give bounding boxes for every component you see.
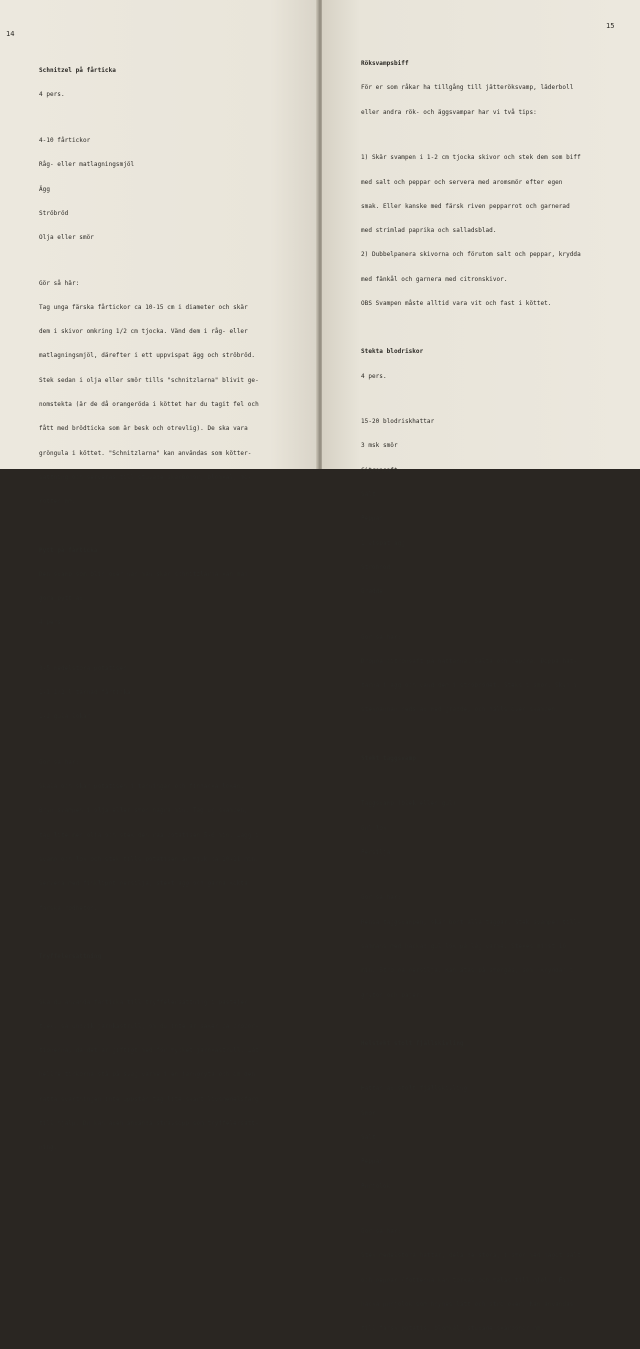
intro-line: Den svamp som blir över när man skär schnitzlarna kan man [39,570,248,578]
ingredient: Råg- eller matlagningsmjöl [39,161,135,169]
method-line: gröngula i köttet. "Schnitzlarna" kan användas som kötter- [39,449,252,457]
servings: 4 pers. [39,91,65,99]
ingredient: 1 vispat ägg [361,539,405,547]
ingredient: Salt [361,1134,376,1141]
method-line: färska rödbetor. [39,904,98,912]
ingredient: Taggsvamp (blek eller gul) [361,800,457,808]
method-line: tarna i ägg och vänd dem i ströbrödet. Steks i smör. Skyn i [361,682,578,690]
ingredient: Olja eller smör [39,234,94,242]
ingredient: Citronsaft [361,466,398,474]
tip-line: med strimlad paprika och salladsblad. [361,227,497,235]
right-page-text [361,44,581,1349]
method-line: tag lite mer olja och stek den råa potatisen 5-6 min. Lägg i [39,831,259,839]
ingredient: Grädde [361,588,383,596]
method-line: svamp och lök och stek tills potatisen är mjuk ca 10-11 min. [39,856,259,863]
note-line: OBS Svampen måste alltid vara vit och fast i köttet. [361,299,552,307]
method-line: Stek sedan i olja eller smör tills "schnitzlarna" blivit ge- [39,376,259,384]
left-page [0,0,318,1152]
method-line: rötter mm. [39,498,76,506]
ingredient: Hattar av stolt fjällskivling [361,1085,468,1093]
method-title: Gör så här: [39,758,80,766]
ingredient: Ägg [39,185,50,193]
ingredient: Peppar [361,515,383,523]
ingredient: Gul lök [361,824,387,832]
method-title: Gör så här: [39,279,80,287]
recipe-title-taggsvamp: Stekt taggsvamp [361,754,416,762]
ingredient: 1-2 gula lökar [39,713,91,721]
ingredient: 15-20 blodriskhattar [361,418,435,426]
paragraph-line: rätta svärtningen inte uppstår tag lite svart livsmedelsfärg [39,1095,259,1103]
tip-line: med salt och peppar och servera med aromsmör efter egen [361,178,563,186]
method-line: grytor och pajer. [361,991,424,999]
right-page [322,0,640,1333]
paragraph-line: hellre tickorna stå på svag värme i en järngryta och om den [39,1071,256,1079]
method-line: Rensa taggsvampen, skär bort alla taggar. Stek svampen till- [361,918,581,926]
servings: 4 pers. [361,372,387,380]
tip-line: med fänkål och garnera med citronskivor. [361,275,508,283]
recipe-title-schnitzel: Schnitzel på fårticka [39,67,116,75]
method-line: till färsk potatis, blomkål, stuvade skarbönor mm. [361,1325,545,1333]
method-line: Droppa citronsaft på hattarna. Salta och peppra. Doppa hat- [361,657,578,665]
ingredient: Ströbröd [39,209,69,217]
ingredient: Persilja [361,848,391,856]
method-line: stekpannan reds av med grädde, och hälls över svampen. [361,706,559,714]
section-title-tryffel: Tryffelersättning [39,953,102,961]
recipe-title-pytt: Pytt på fårticka [39,546,98,554]
intro-line: eller andra rök- och äggsvampar har vi två tips: [361,108,537,116]
method-title: Gör så här: [361,633,402,641]
recipe-title-rokbiff: Röksvampsbiff [361,60,409,68]
ingredient: Peppar [361,1158,383,1166]
intro-line: För er som råkar ha tillgång till jätteröksvamp, läderboll [361,84,574,92]
paragraph-line: Ska du använda fårticka till tryffelersättning i pastejer [39,998,248,1006]
method-line: fått med brödticka som är besk och otrevlig). De ska vara [39,425,248,433]
ingredient: Salt [361,490,376,498]
method-line: min. Strö på persilja. Kan ätas på smörgås, som "krydda" i [361,967,574,975]
method-line: Servera med finklippt persilja, stekt ägg och gärna kokta [39,880,248,888]
ingredient: 4-10 fårtickor [39,136,91,144]
method-line: Skala och skär potatisen i tärningar och finhacka löken. [39,783,245,791]
ingredient: 3 msk smör [361,442,398,450]
method-line: Bryn svampen i olja eller smör några min. Tag ur svampen, [39,807,248,815]
method-title: Gör så här: [361,1228,402,1236]
tip-line: smak. Eller kanske med färsk riven pepparrot och garnerad [361,202,570,210]
tip-line: 2) Dubbelpanera skivorna och förutom salt och peppar, krydda [361,251,581,259]
paragraph-line: t.ex. så undvik järnkastrull, om du inte är säker på propor- [39,1022,259,1030]
method-line: sättning och serveras till stuvade skarbönor, blomkål, mo- [39,473,252,481]
ingredient: Purjolök [361,1182,391,1190]
method-line: hacka purjolök som brynes lätt och strö över. Kan användas [361,1300,574,1308]
recipe-title-fjallskivling: Helstekt stolt fjällskivling [361,1039,464,1047]
method-line: dem i skivor omkring 1/2 cm tjocka. Vänd dem i råg- eller [39,328,248,336]
recipe-title-blodriska: Stekta blodriskor [361,348,424,356]
ingredient: Ströbröd [361,563,391,571]
tip-line: 1) Skär svampen i 1-2 cm tjocka skivor och stek dem som biff [361,154,581,162]
method-line: Tag unga färska fårtickor ca 10-15 cm i diameter och skär [39,303,248,311]
servings: 4 pers. [39,619,65,627]
paragraph-line: tionerna, då det är giftigt med för mycket järnkastrull. Låt [39,1047,259,1055]
paragraph-line: till hjälp. Du kan även använda strävsopp som tryffelersätt- [39,1119,259,1127]
paragraph-line: ning. [39,1144,58,1152]
left-page-text [39,51,259,1168]
ingredient: 1-1 1/2 l tärnad fårticka [39,689,131,697]
method-line: sammans med hackad gul lök på låg värme. Stekes minst 10 [361,942,567,950]
page-number-left: 14 [6,30,15,38]
method-line: matlagningsmjöl, därefter i ett uppvispat ägg och ströbröd. [39,352,256,360]
intro-line: göra pytt av [39,595,83,603]
ingredient: Smör [361,1109,376,1117]
method-line: Stek medelstora hattar, dela de stora, i smör med något salt [361,1252,581,1260]
ingredient: 3-5 medelstora potatiser [39,664,127,672]
method-title: Gör så här: [361,894,402,902]
page-number-right: 15 [606,22,615,30]
method-line: och peppar (fötterna kan torkas och malas till mjöl). Fin- [361,1276,574,1284]
method-line: nomstekta (är de då orangeröda i köttet har du tagit fel och [39,400,259,408]
